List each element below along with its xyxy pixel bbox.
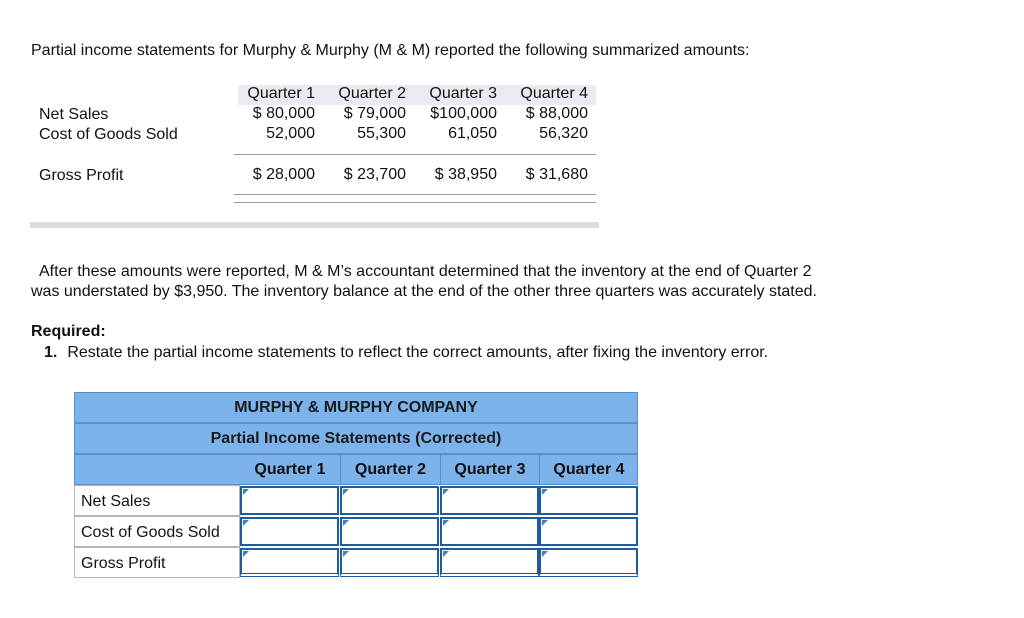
summary-net-sales-q2: $ 79,000 [343, 105, 406, 122]
paragraph-line-1: After these amounts were reported, M & M’s accountant determined that the inventory at the end of Quarter 2 [39, 263, 812, 280]
summary-net-sales-q4: $ 88,000 [525, 105, 588, 122]
corrected-statements-table [74, 392, 638, 580]
summary-gross-profit-q1: $ 28,000 [252, 166, 315, 183]
cogs-q3-input[interactable] [440, 517, 539, 546]
row-label-gross-profit: Gross Profit [74, 547, 240, 578]
paragraph-line-2: was understated by $3,950. The inventory balance at the end of the other three quarters was accurately stated. [31, 283, 817, 300]
summary-header-q2: Quarter 2 [338, 85, 406, 102]
summary-cogs-q3: 61,050 [448, 125, 497, 142]
gross-profit-q3-input[interactable] [440, 548, 539, 577]
intro-text: Partial income statements for Murphy & Murphy (M & M) reported the following summarized amounts: [31, 42, 750, 59]
cogs-q1-input[interactable] [240, 517, 339, 546]
net-sales-q1-input[interactable] [240, 486, 339, 515]
summary-total-rule-1 [234, 194, 596, 195]
net-sales-q4-input[interactable] [539, 486, 638, 515]
required-item-number: 1. [44, 344, 58, 361]
table-company-name: MURPHY & MURPHY COMPANY [74, 392, 638, 423]
table-title: Partial Income Statements (Corrected) [74, 423, 638, 454]
cogs-q2-input[interactable] [340, 517, 439, 546]
table-header-q4: Quarter 4 [539, 454, 638, 485]
row-label-cogs: Cost of Goods Sold [74, 516, 240, 547]
net-sales-q3-input[interactable] [440, 486, 539, 515]
net-sales-q2-input[interactable] [340, 486, 439, 515]
summary-gross-profit-q4: $ 31,680 [525, 166, 588, 183]
summary-subtotal-rule [234, 154, 596, 155]
required-item-1 [44, 344, 768, 362]
summary-header-q4: Quarter 4 [520, 85, 588, 102]
summary-gross-profit-q3: $ 38,950 [434, 166, 497, 183]
summary-label-gross-profit: Gross Profit [39, 167, 124, 184]
summary-cogs-q4: 56,320 [539, 125, 588, 142]
cogs-q4-input[interactable] [539, 517, 638, 546]
table-row-gross-profit [74, 547, 638, 578]
gross-profit-q1-input[interactable] [240, 548, 339, 577]
summary-cogs-q1: 52,000 [266, 125, 315, 142]
summary-net-sales-q1: $ 80,000 [252, 105, 315, 122]
required-heading: Required: [31, 323, 106, 340]
table-row-cogs [74, 516, 638, 547]
summary-total-rule-2 [234, 202, 596, 203]
summary-label-net-sales: Net Sales [39, 106, 109, 123]
summary-header-q3: Quarter 3 [429, 85, 497, 102]
table-header-q1: Quarter 1 [254, 461, 326, 478]
gross-profit-q2-input[interactable] [340, 548, 439, 577]
summary-label-cogs: Cost of Goods Sold [39, 126, 178, 143]
summary-cogs-q2: 55,300 [357, 125, 406, 142]
summary-net-sales-q3: $100,000 [430, 105, 497, 122]
problem-paragraph [31, 262, 911, 302]
row-label-net-sales: Net Sales [74, 485, 240, 516]
table-header-q3: Quarter 3 [440, 454, 539, 485]
required-item-text: Restate the partial income statements to reflect the correct amounts, after fixing the inventory error. [67, 344, 769, 361]
summary-gross-profit-q2: $ 23,700 [343, 166, 406, 183]
section-divider [30, 222, 599, 228]
table-row-net-sales [74, 485, 638, 516]
summary-header-q1: Quarter 1 [247, 85, 315, 102]
table-header-q2: Quarter 2 [340, 454, 440, 485]
gross-profit-q4-input[interactable] [539, 548, 638, 577]
